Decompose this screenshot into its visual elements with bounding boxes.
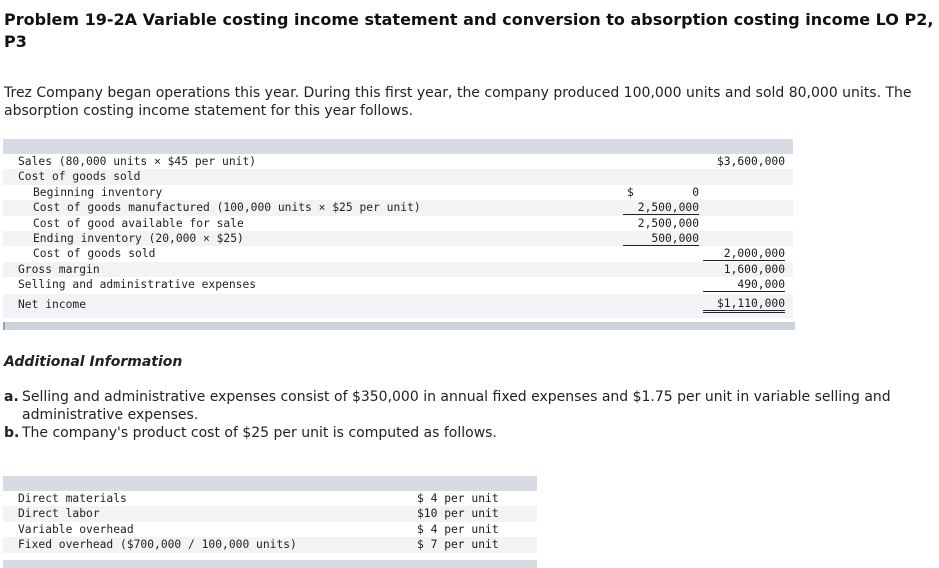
table-header-bar <box>3 476 537 491</box>
currency-sign: $ <box>627 185 634 199</box>
row-label: Cost of goods sold <box>33 247 156 261</box>
table-row <box>3 262 793 277</box>
income-statement-table <box>3 139 793 330</box>
additional-info <box>4 388 914 442</box>
row-label: Cost of goods manufactured (100,000 units × $25 per unit) <box>33 201 421 215</box>
row-label: Fixed overhead ($700,000 / 100,000 units) <box>18 538 297 552</box>
table-row <box>3 185 793 200</box>
table-row <box>3 216 793 231</box>
row-amount: $10 per unit <box>417 507 499 521</box>
row-label: Variable overhead <box>18 522 134 536</box>
item-text: Selling and administrative expenses consist of $350,000 in annual fixed expenses and $1.75 per unit in variable selling and administrative expenses. <box>22 389 891 423</box>
table-footer-bar <box>3 322 795 330</box>
row-amount: $ 4 per unit <box>417 492 499 505</box>
info-item-b <box>4 424 914 442</box>
row-total: 2,000,000 <box>703 247 785 261</box>
item-marker: a. <box>4 389 19 405</box>
row-total: 490,000 <box>703 278 785 292</box>
row-label: Gross margin <box>18 262 100 276</box>
row-label: Net income <box>18 298 87 311</box>
info-item-a <box>4 388 914 424</box>
table-row <box>3 522 537 537</box>
row-label: Sales (80,000 units × $45 per unit) <box>18 155 257 168</box>
row-label: Direct materials <box>18 492 127 505</box>
row-total: $3,600,000 <box>716 155 785 168</box>
row-total: 1,600,000 <box>723 262 785 276</box>
table-row <box>3 169 793 184</box>
item-text: The company's product cost of $25 per unit is computed as follows. <box>22 425 497 441</box>
table-row <box>3 537 537 552</box>
table-footer-bar <box>3 560 537 568</box>
table-row <box>3 294 793 318</box>
table-row <box>3 491 537 506</box>
additional-info-heading: Additional Information <box>4 354 183 370</box>
row-amount: 2,500,000 <box>623 201 699 215</box>
table-row <box>3 231 793 246</box>
row-amount: $ 4 per unit <box>417 522 499 536</box>
row-label: Beginning inventory <box>33 185 163 199</box>
row-label: Selling and administrative expenses <box>18 278 257 292</box>
table-header-bar <box>3 139 793 154</box>
table-row <box>3 154 793 169</box>
table-row <box>3 506 537 521</box>
page-title: Problem 19-2A Variable costing income statement and conversion to absorption costing income LO P2, P3 <box>4 10 934 51</box>
row-label: Cost of good available for sale <box>33 216 244 230</box>
table-row <box>3 246 793 261</box>
product-cost-table <box>3 476 537 566</box>
row-label: Direct labor <box>18 507 100 521</box>
intro-paragraph: Trez Company began operations this year. During this first year, the company produced 100,000 units and sold 80,000 units. The absorption costing income statement for this year follows. <box>4 85 912 119</box>
table-row <box>3 277 793 292</box>
row-amount: $ 7 per unit <box>417 538 499 552</box>
table-row <box>3 200 793 215</box>
row-total: $1,110,000 <box>703 297 785 313</box>
row-amount: 500,000 <box>623 232 699 246</box>
item-marker: b. <box>4 425 20 441</box>
row-amount: 0 <box>692 185 699 199</box>
row-amount: 2,500,000 <box>637 216 699 230</box>
row-label: Cost of goods sold <box>18 170 141 184</box>
row-label: Ending inventory (20,000 × $25) <box>33 232 244 245</box>
